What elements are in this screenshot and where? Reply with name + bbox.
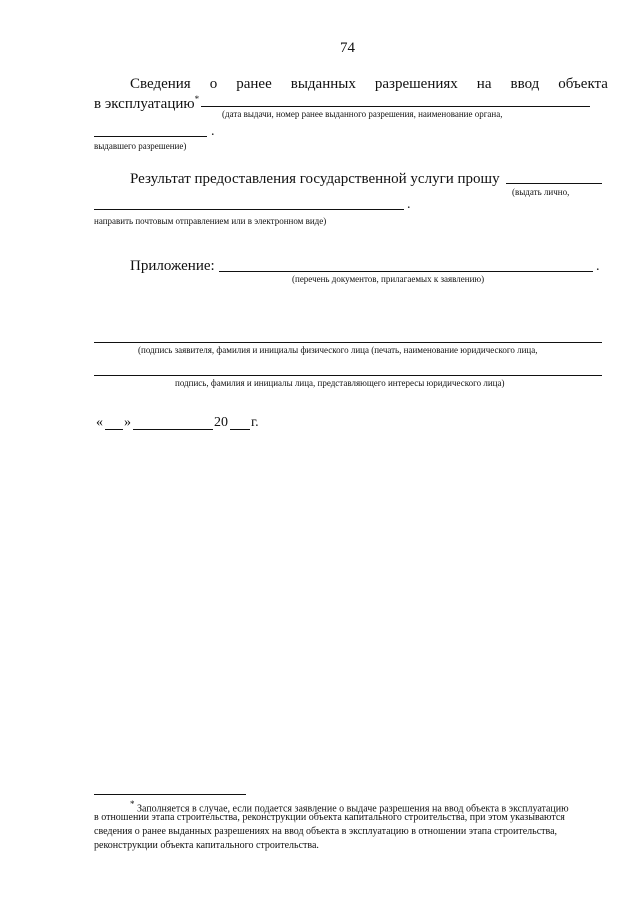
date-year-suffix: г.	[251, 415, 259, 430]
prev-permits-fill-line[interactable]	[201, 106, 590, 107]
word: ранее	[236, 76, 272, 92]
signature-line2[interactable]	[94, 375, 602, 376]
prev-permits-hint1: (дата выдачи, номер ранее выданного разрешения, наименование органа,	[222, 109, 503, 119]
date-day-line[interactable]	[105, 429, 123, 430]
footnote-line3: сведения о ранее выданных разрешениях на ввод объекта в эксплуатацию в отношении этапа строительства,	[94, 826, 558, 837]
attachment-label: Приложение:	[130, 258, 215, 274]
result-text: Результат предоставления государственной услуги прошу	[130, 171, 500, 187]
result-fill-line2[interactable]	[94, 209, 404, 210]
result-hint1: (выдать лично,	[512, 187, 570, 197]
word: объекта	[558, 76, 608, 92]
prev-permits-line1	[130, 76, 608, 93]
prev-permits-hint2: выдавшего разрешение)	[94, 141, 187, 151]
date-year-prefix: 20	[214, 415, 228, 430]
footnote-mark: *	[194, 94, 200, 104]
footnote-mark: *	[130, 799, 135, 809]
signature-line1[interactable]	[94, 342, 602, 343]
word: выданных	[290, 76, 356, 92]
date-close-quote: »	[124, 415, 131, 430]
attachment-fill-line[interactable]	[219, 271, 593, 272]
result-fill-line[interactable]	[506, 183, 602, 184]
result-dot: .	[407, 197, 411, 212]
prev-permits-fill-line2[interactable]	[94, 136, 207, 137]
word: разрешениях	[374, 76, 458, 92]
page-number: 74	[340, 40, 355, 56]
result-hint2: направить почтовым отправлением или в электронном виде)	[94, 216, 327, 226]
date-year-line[interactable]	[230, 429, 250, 430]
date-open-quote: «	[96, 415, 103, 430]
footnote-line4: реконструкции объекта капитального строительства.	[94, 840, 319, 851]
word: Сведения	[130, 76, 191, 92]
signature-hint2: подпись, фамилия и инициалы лица, представляющего интересы юридического лица)	[175, 378, 505, 388]
footnote-line2: в отношении этапа строительства, реконструкции объекта капитального строительства, при этом указываются	[94, 812, 565, 823]
word: на	[476, 76, 492, 92]
signature-hint1: (подпись заявителя, фамилия и инициалы физического лица (печать, наименование юридического лица,	[138, 345, 538, 355]
attachment-hint: (перечень документов, прилагаемых к заявлению)	[292, 274, 485, 284]
attachment-dot: .	[596, 259, 600, 274]
word: о	[209, 76, 218, 92]
word: ввод	[510, 76, 540, 92]
footnote-line1: * Заполняется в случае, если подается заявление о выдаче разрешения на ввод объекта в эксплуатацию	[130, 799, 569, 815]
footnote-separator	[94, 794, 246, 795]
date-month-line[interactable]	[133, 429, 213, 430]
prev-permits-dot: .	[211, 124, 215, 139]
prev-permits-line2: в эксплуатацию*	[94, 94, 200, 112]
